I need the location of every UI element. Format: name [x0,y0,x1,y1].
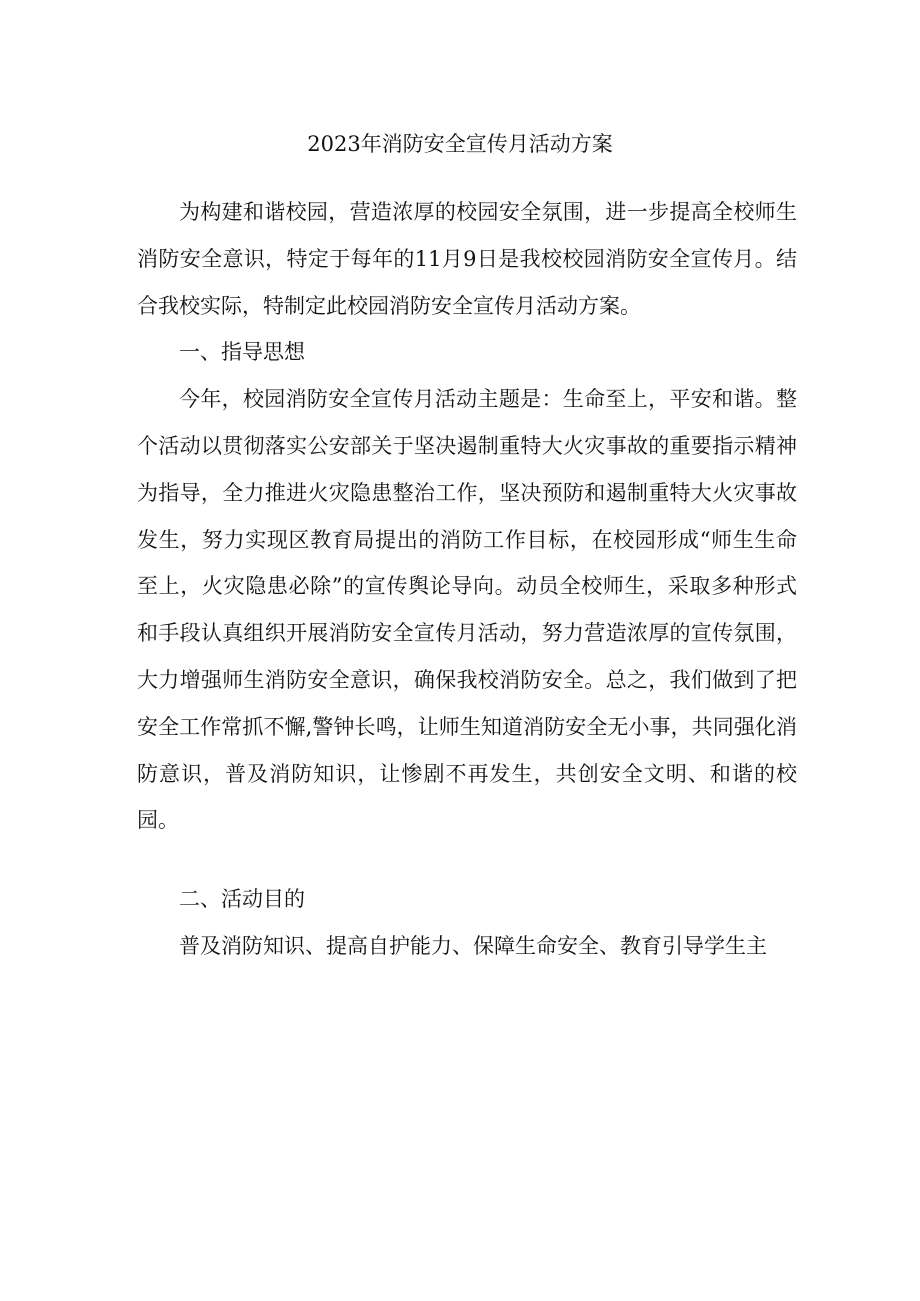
guiding-ideology-paragraph: 今年，校园消防安全宣传月活动主题是：生命至上，平安和谐。整个活动以贯彻落实公安部关于坚决遏制重特大火灾事故的重要指示精神为指导，全力推进火灾隐患整治工作，坚决预防和遏制重特大火灾事故发生，努力实现区教育局提出的消防工作目标，在校园形成“师生生命至上，火灾隐患必除”的宣传舆论导向。动员全校师生，采取多种形式和手段认真组织开展消防安全宣传月活动，努力营造浓厚的宣传氛围，大力增强师生消防安全意识，确保我校消防安全。总之，我们做到了把安全工作常抓不懈,警钟长鸣，让师生知道消防安全无小事，共同强化消防意识，普及消防知识，让惨剧不再发生，共创安全文明、和谐的校园。 [137,387,797,833]
intro-paragraph: 为构建和谐校园，营造浓厚的校园安全氛围，进一步提高全校师生消防安全意识，特定于每年的11月9日是我校校园消防安全宣传月。结合我校实际，特制定此校园消防安全宣传月活动方案。 [137,200,797,318]
section-heading-guiding-ideology: 一、指导思想 [179,340,305,365]
document-title: 2023年消防安全宣传月活动方案 [307,132,613,156]
document-body [137,189,797,970]
section-spacer [137,844,797,876]
activity-purpose-paragraph: 普及消防知识、提高自护能力、保障生命安全、教育引导学生主 [179,933,767,958]
section-heading-activity-purpose: 二、活动目的 [179,887,305,912]
